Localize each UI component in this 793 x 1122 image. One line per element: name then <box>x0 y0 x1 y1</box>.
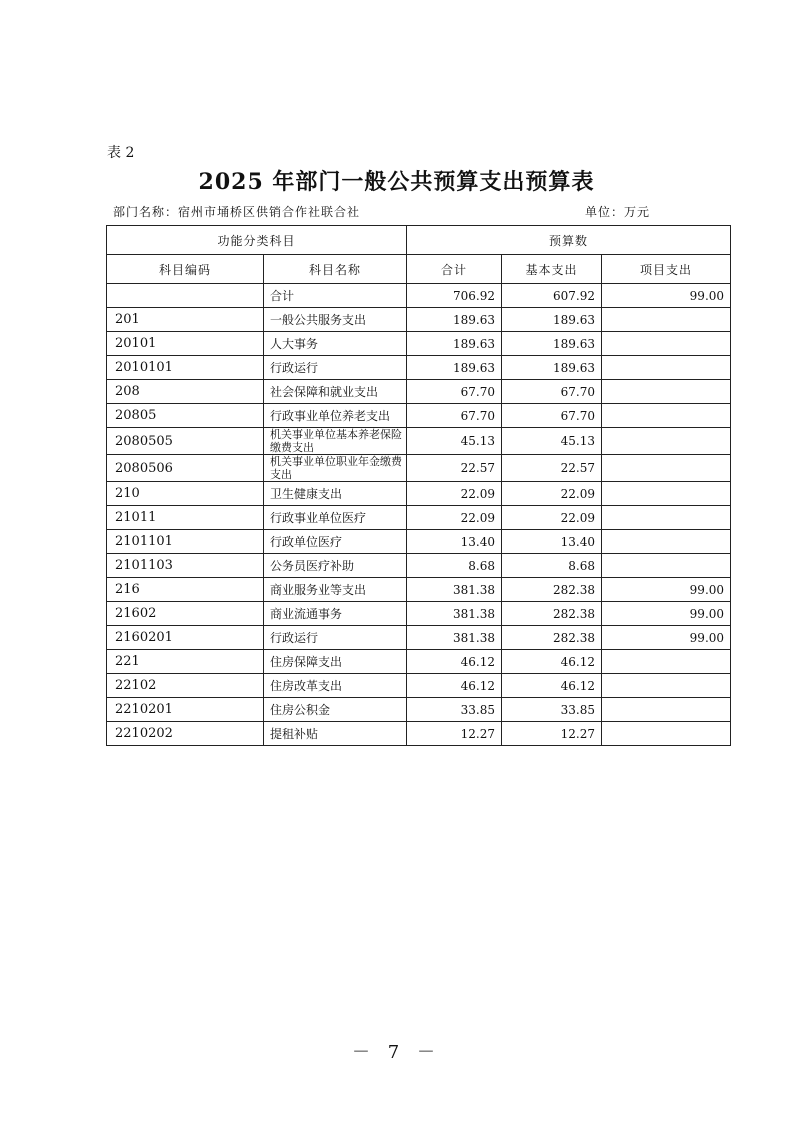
cell-code: 201 <box>107 308 264 332</box>
table-row <box>107 698 731 722</box>
cell-total: 8.68 <box>407 554 502 578</box>
cell-basic: 189.63 <box>502 356 602 380</box>
cell-project: 99.00 <box>602 626 731 650</box>
cell-code: 2101103 <box>107 554 264 578</box>
cell-project <box>602 455 731 482</box>
cell-name: 公务员医疗补助 <box>264 554 407 578</box>
cell-code: 2080505 <box>107 428 264 455</box>
table-row <box>107 602 731 626</box>
cell-project <box>602 308 731 332</box>
cell-project <box>602 698 731 722</box>
cell-code: 216 <box>107 578 264 602</box>
group-header-row <box>107 226 731 255</box>
cell-total: 67.70 <box>407 380 502 404</box>
table-row <box>107 722 731 746</box>
cell-basic: 67.70 <box>502 380 602 404</box>
cell-total: 189.63 <box>407 308 502 332</box>
cell-code: 2160201 <box>107 626 264 650</box>
cell-basic: 46.12 <box>502 650 602 674</box>
cell-code: 210 <box>107 482 264 506</box>
cell-project <box>602 554 731 578</box>
cell-code: 2210202 <box>107 722 264 746</box>
cell-total: 706.92 <box>407 284 502 308</box>
cell-basic: 22.57 <box>502 455 602 482</box>
cell-name: 行政运行 <box>264 626 407 650</box>
table-row <box>107 626 731 650</box>
budget-table <box>106 225 731 746</box>
cell-basic: 13.40 <box>502 530 602 554</box>
unit-label: 单位：万元 <box>585 205 651 219</box>
column-header-row <box>107 255 731 284</box>
table-row <box>107 674 731 698</box>
table-row <box>107 554 731 578</box>
cell-total: 381.38 <box>407 626 502 650</box>
cell-project: 99.00 <box>602 578 731 602</box>
cell-project <box>602 428 731 455</box>
cell-project <box>602 482 731 506</box>
cell-total: 12.27 <box>407 722 502 746</box>
header-total: 合计 <box>407 255 502 284</box>
table-row <box>107 380 731 404</box>
cell-basic: 46.12 <box>502 674 602 698</box>
table-row <box>107 650 731 674</box>
cell-name: 卫生健康支出 <box>264 482 407 506</box>
cell-project <box>602 404 731 428</box>
cell-code: 20805 <box>107 404 264 428</box>
cell-total: 67.70 <box>407 404 502 428</box>
cell-basic: 67.70 <box>502 404 602 428</box>
group-header-function-class: 功能分类科目 <box>107 226 407 255</box>
cell-total: 33.85 <box>407 698 502 722</box>
cell-project: 99.00 <box>602 602 731 626</box>
table-row <box>107 356 731 380</box>
cell-code: 2080506 <box>107 455 264 482</box>
cell-total: 45.13 <box>407 428 502 455</box>
cell-basic: 607.92 <box>502 284 602 308</box>
cell-total: 189.63 <box>407 332 502 356</box>
cell-basic: 189.63 <box>502 308 602 332</box>
cell-name: 机关事业单位基本养老保险缴费支出 <box>264 428 407 455</box>
cell-name: 机关事业单位职业年金缴费支出 <box>264 455 407 482</box>
cell-name: 行政运行 <box>264 356 407 380</box>
cell-code: 2010101 <box>107 356 264 380</box>
cell-project <box>602 356 731 380</box>
cell-project <box>602 722 731 746</box>
table-row <box>107 482 731 506</box>
cell-code: 22102 <box>107 674 264 698</box>
cell-basic: 282.38 <box>502 602 602 626</box>
page-number: － 7 － <box>352 1042 441 1063</box>
cell-total: 13.40 <box>407 530 502 554</box>
cell-name: 商业流通事务 <box>264 602 407 626</box>
cell-basic: 189.63 <box>502 332 602 356</box>
department-name: 部门名称：宿州市埇桥区供销合作社联合社 <box>113 205 361 219</box>
cell-basic: 282.38 <box>502 626 602 650</box>
cell-name: 住房保障支出 <box>264 650 407 674</box>
header-basic: 基本支出 <box>502 255 602 284</box>
cell-name: 行政事业单位医疗 <box>264 506 407 530</box>
table-label: 表 2 <box>107 145 135 161</box>
cell-code: 221 <box>107 650 264 674</box>
header-name: 科目名称 <box>264 255 407 284</box>
cell-code: 2210201 <box>107 698 264 722</box>
header-project: 项目支出 <box>602 255 731 284</box>
cell-name: 一般公共服务支出 <box>264 308 407 332</box>
cell-total: 189.63 <box>407 356 502 380</box>
page-title: 2025 年部门一般公共预算支出预算表 <box>198 169 595 195</box>
table-row <box>107 332 731 356</box>
cell-basic: 282.38 <box>502 578 602 602</box>
cell-name: 住房改革支出 <box>264 674 407 698</box>
cell-basic: 22.09 <box>502 506 602 530</box>
table-row <box>107 284 731 308</box>
cell-basic: 22.09 <box>502 482 602 506</box>
table-row <box>107 506 731 530</box>
cell-total: 46.12 <box>407 650 502 674</box>
cell-project: 99.00 <box>602 284 731 308</box>
cell-code: 208 <box>107 380 264 404</box>
cell-project <box>602 674 731 698</box>
table-row <box>107 308 731 332</box>
cell-total: 22.09 <box>407 506 502 530</box>
cell-basic: 12.27 <box>502 722 602 746</box>
cell-project <box>602 530 731 554</box>
cell-name: 行政事业单位养老支出 <box>264 404 407 428</box>
cell-total: 22.09 <box>407 482 502 506</box>
cell-project <box>602 506 731 530</box>
cell-name: 商业服务业等支出 <box>264 578 407 602</box>
cell-code: 21602 <box>107 602 264 626</box>
cell-name: 提租补贴 <box>264 722 407 746</box>
cell-code <box>107 284 264 308</box>
cell-name: 人大事务 <box>264 332 407 356</box>
cell-total: 381.38 <box>407 578 502 602</box>
cell-code: 21011 <box>107 506 264 530</box>
cell-project <box>602 650 731 674</box>
cell-total: 381.38 <box>407 602 502 626</box>
cell-name: 住房公积金 <box>264 698 407 722</box>
cell-project <box>602 380 731 404</box>
table-row <box>107 404 731 428</box>
table-row <box>107 455 731 482</box>
table-row <box>107 428 731 455</box>
cell-name: 行政单位医疗 <box>264 530 407 554</box>
cell-basic: 8.68 <box>502 554 602 578</box>
table-row <box>107 578 731 602</box>
group-header-budget: 预算数 <box>407 226 731 255</box>
cell-name: 合计 <box>264 284 407 308</box>
cell-basic: 33.85 <box>502 698 602 722</box>
cell-total: 46.12 <box>407 674 502 698</box>
cell-name: 社会保障和就业支出 <box>264 380 407 404</box>
cell-code: 2101101 <box>107 530 264 554</box>
cell-project <box>602 332 731 356</box>
header-code: 科目编码 <box>107 255 264 284</box>
cell-basic: 45.13 <box>502 428 602 455</box>
table-row <box>107 530 731 554</box>
cell-code: 20101 <box>107 332 264 356</box>
cell-total: 22.57 <box>407 455 502 482</box>
